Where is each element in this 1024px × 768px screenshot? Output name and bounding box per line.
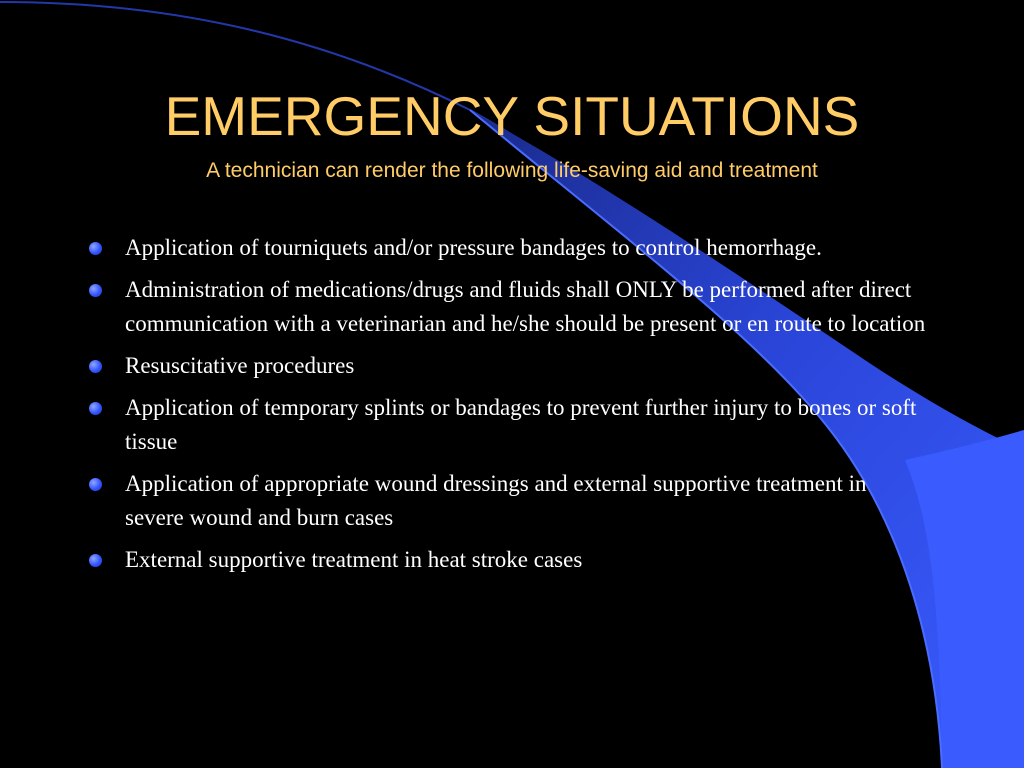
bullet-item [88, 391, 928, 459]
bullet-text: Application of tourniquets and/or pressure bandages to control hemorrhage. [125, 235, 822, 260]
blue-dot-icon [89, 554, 102, 567]
bullet-list [88, 231, 928, 585]
bullet-item [88, 467, 928, 535]
bullet-item [88, 273, 928, 341]
bullet-item [88, 231, 928, 265]
bullet-text: Administration of medications/drugs and fluids shall ONLY be performed after direct communication with a veterinarian and he/she should be present or en route to location [125, 277, 926, 336]
blue-dot-icon [89, 284, 102, 297]
blue-dot-icon [89, 360, 102, 373]
bullet-item [88, 543, 928, 577]
blue-dot-icon [89, 402, 102, 415]
slide-title: EMERGENCY SITUATIONS [164, 85, 860, 147]
slide-subtitle: A technician can render the following life-saving aid and treatment [206, 159, 818, 182]
bullet-item [88, 349, 928, 383]
bullet-text: Application of appropriate wound dressings and external supportive treatment in severe wound and burn cases [125, 471, 867, 530]
bullet-text: Application of temporary splints or bandages to prevent further injury to bones or soft tissue [125, 395, 917, 454]
bullet-text: External supportive treatment in heat stroke cases [125, 547, 583, 572]
blue-dot-icon [89, 242, 102, 255]
bullet-text: Resuscitative procedures [125, 353, 355, 378]
blue-dot-icon [89, 478, 102, 491]
